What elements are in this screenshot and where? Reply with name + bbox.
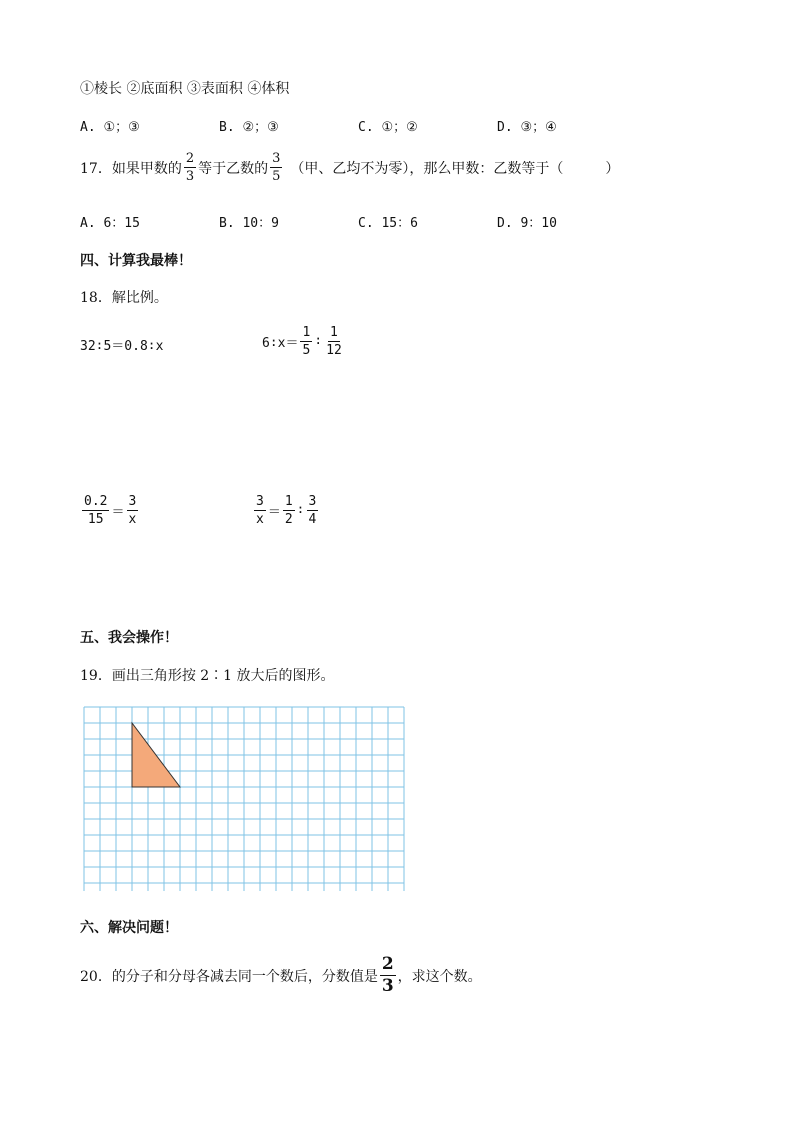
q17-text-b: 等于乙数的 bbox=[198, 160, 269, 177]
q17-option-c[interactable]: C. 15：6 bbox=[358, 216, 418, 231]
equation-3-fraction-2: $\frac{3}{x}$ bbox=[128, 494, 137, 527]
section-6-heading: 六、解决问题！ bbox=[80, 920, 178, 936]
q20-text-b: ，求这个数。 bbox=[397, 968, 482, 985]
q17-stem bbox=[80, 152, 619, 183]
q16-option-c[interactable]: C. ①；② bbox=[358, 120, 418, 135]
equation-1: 32∶5＝0.8∶x bbox=[80, 339, 164, 354]
equation-4-equals: ＝ bbox=[267, 505, 281, 520]
q17-text-c: （甲、乙均不为零），那么甲数：乙数等于（ ） bbox=[290, 160, 620, 177]
q17-options bbox=[80, 212, 557, 231]
q18-title: 18．解比例。 bbox=[80, 290, 168, 306]
drawing-grid[interactable] bbox=[83, 706, 408, 891]
equation-2-left: 6∶x＝ bbox=[262, 336, 299, 351]
q16-items: ①棱长 ②底面积 ③表面积 ④体积 bbox=[80, 81, 290, 97]
q17-number: 17． bbox=[80, 160, 112, 177]
q17-option-d[interactable]: D. 9：10 bbox=[497, 216, 557, 231]
q16-options bbox=[80, 116, 557, 135]
q17-fraction-1: $\frac{2}{3}$ bbox=[185, 151, 195, 184]
equation-4-fraction-2: $\frac{1}{2}$ bbox=[284, 494, 293, 527]
q20-stem bbox=[80, 956, 482, 995]
equation-2-fraction-1: $\frac{1}{5}$ bbox=[302, 325, 311, 358]
q17-option-a[interactable]: A. 6：15 bbox=[80, 216, 140, 231]
q19-title: 19．画出三角形按 2∶1 放大后的图形。 bbox=[80, 668, 335, 684]
equation-4-fraction-3: $\frac{3}{4}$ bbox=[308, 494, 317, 527]
section-4-heading: 四、计算我最棒！ bbox=[80, 253, 192, 269]
equation-3-equals: ＝ bbox=[111, 505, 125, 520]
q17-option-b[interactable]: B. 10：9 bbox=[219, 216, 279, 231]
equation-4 bbox=[252, 495, 320, 526]
q20-fraction: $\frac{2}{3}$ bbox=[381, 954, 394, 996]
q17-fraction-2: $\frac{3}{5}$ bbox=[272, 151, 281, 184]
q20-text-a: 20．的分子和分母各减去同一个数后，分数值是 bbox=[80, 968, 378, 985]
q17-text-a: 如果甲数的 bbox=[111, 160, 182, 177]
equation-2-fraction-2: $\frac{1}{12}$ bbox=[326, 325, 342, 358]
q16-option-b[interactable]: B. ②；③ bbox=[219, 120, 279, 135]
equation-4-ratio: ∶ bbox=[296, 503, 305, 518]
equation-2-ratio: ∶ bbox=[314, 334, 323, 349]
section-5-heading: 五、我会操作！ bbox=[80, 630, 178, 646]
equation-4-fraction-1: $\frac{3}{x}$ bbox=[256, 494, 264, 527]
equation-2 bbox=[262, 326, 346, 357]
q16-option-d[interactable]: D. ③；④ bbox=[497, 120, 557, 135]
q16-option-a[interactable]: A. ①；③ bbox=[80, 120, 140, 135]
equation-3 bbox=[80, 495, 140, 526]
equation-3-fraction-1: $\frac{0.2}{15}$ bbox=[84, 494, 108, 527]
